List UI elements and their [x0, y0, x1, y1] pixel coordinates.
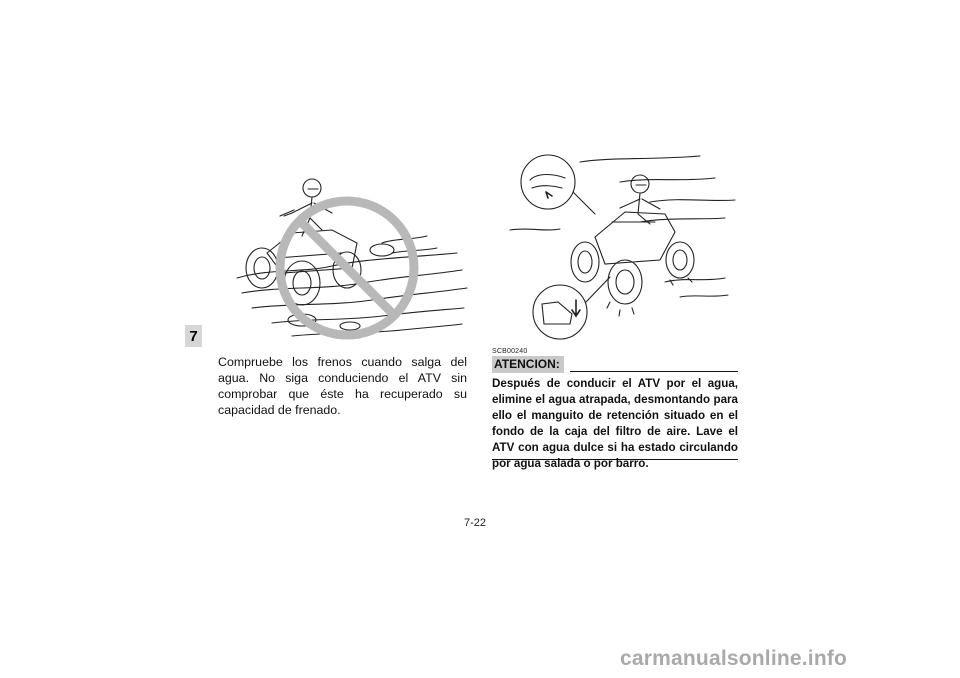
notice-title-badge: ATENCION: [492, 356, 564, 373]
atv-in-water-illustration [232, 158, 472, 348]
page-number: 7-22 [464, 517, 487, 529]
notice-code: SCB00240 [492, 348, 528, 355]
notice-header [492, 356, 738, 373]
atv-brake-check-illustration [500, 152, 745, 347]
notice-text: Después de conducir el ATV por el agua, elimine el agua atrapada, desmontando para ello el manguito de retención situado en el fondo de la caja del filtro de aire. Lave el ATV con agua dulce si ha estado circulando por agua salada o por barro. [492, 377, 738, 470]
notice-bottom-rule [492, 459, 738, 460]
body-paragraph: Compruebe los frenos cuando salga del agua. No siga conduciendo el ATV sin comprobar que éste ha recuperado su capacidad de frenado. [218, 355, 467, 417]
prohibition-icon [280, 201, 414, 335]
watermark: carmanualsonline.info [620, 647, 848, 670]
notice-top-rule [570, 371, 738, 372]
chapter-tab: 7 [185, 325, 202, 347]
